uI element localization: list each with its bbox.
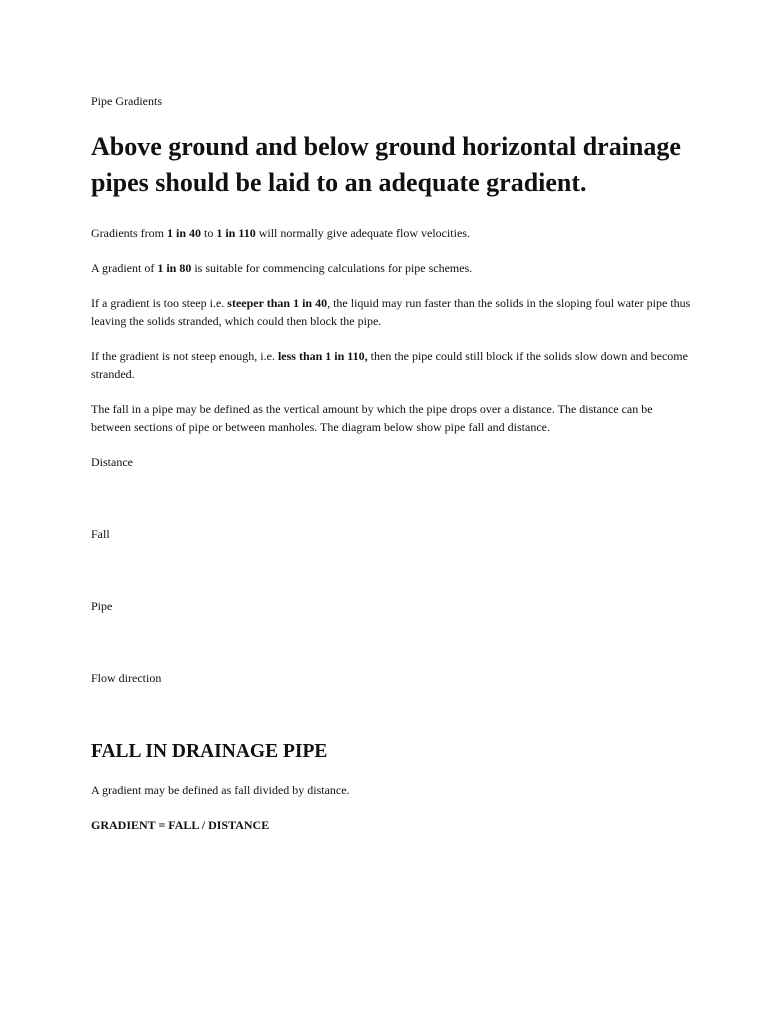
paragraph-fall-definition: The fall in a pipe may be defined as the vertical amount by which the pipe drops over a distance. The distance can be between sections of pipe or between manholes. The diagram below show pipe fall and distance.: [91, 402, 653, 434]
bold-run: 1 in 110: [216, 226, 256, 240]
text-run: A gradient of: [91, 261, 158, 275]
section-heading: FALL IN DRAINAGE PIPE: [91, 741, 328, 762]
paragraph-gradient-range: [91, 224, 691, 242]
text-run: is suitable for commencing calculations for pipe schemes.: [191, 261, 473, 275]
text-run: If a gradient is too steep i.e.: [91, 296, 228, 310]
document-page: [91, 92, 691, 834]
text-run: If the gradient is not steep enough, i.e.: [91, 349, 278, 363]
diagram-label-flow-direction: Flow direction: [91, 671, 162, 685]
text-run: Gradients from: [91, 226, 167, 240]
diagram-label-distance: Distance: [91, 455, 133, 469]
bold-run: 1 in 40: [166, 226, 201, 240]
paragraph-commencing-gradient: [91, 259, 691, 277]
bold-run: 1 in 80: [157, 261, 192, 275]
page-title: Above ground and below ground horizontal drainage pipes should be laid to an adequate gradient.: [91, 132, 681, 197]
paragraph-gradient-definition: A gradient may be defined as fall divided by distance.: [91, 783, 350, 797]
gradient-formula: GRADIENT = FALL / DISTANCE: [91, 818, 270, 832]
bold-run: steeper than 1 in 40: [227, 296, 328, 310]
diagram-label-pipe: Pipe: [91, 599, 113, 613]
text-run: to: [201, 226, 217, 240]
text-run: then the pipe could still block if the solids slow down and become stranded.: [91, 349, 688, 381]
diagram-label-fall: Fall: [91, 527, 110, 541]
text-run: , the liquid may run faster than the solids in the sloping foul water pipe thus leaving the solids stranded, which could then block the pipe.: [91, 296, 691, 328]
bold-run: less than 1 in 110,: [277, 349, 368, 363]
paragraph-too-steep: [91, 294, 691, 330]
paragraph-not-steep-enough: [91, 347, 691, 383]
document-kicker: Pipe Gradients: [91, 94, 162, 108]
text-run: will normally give adequate flow velocities.: [255, 226, 470, 240]
